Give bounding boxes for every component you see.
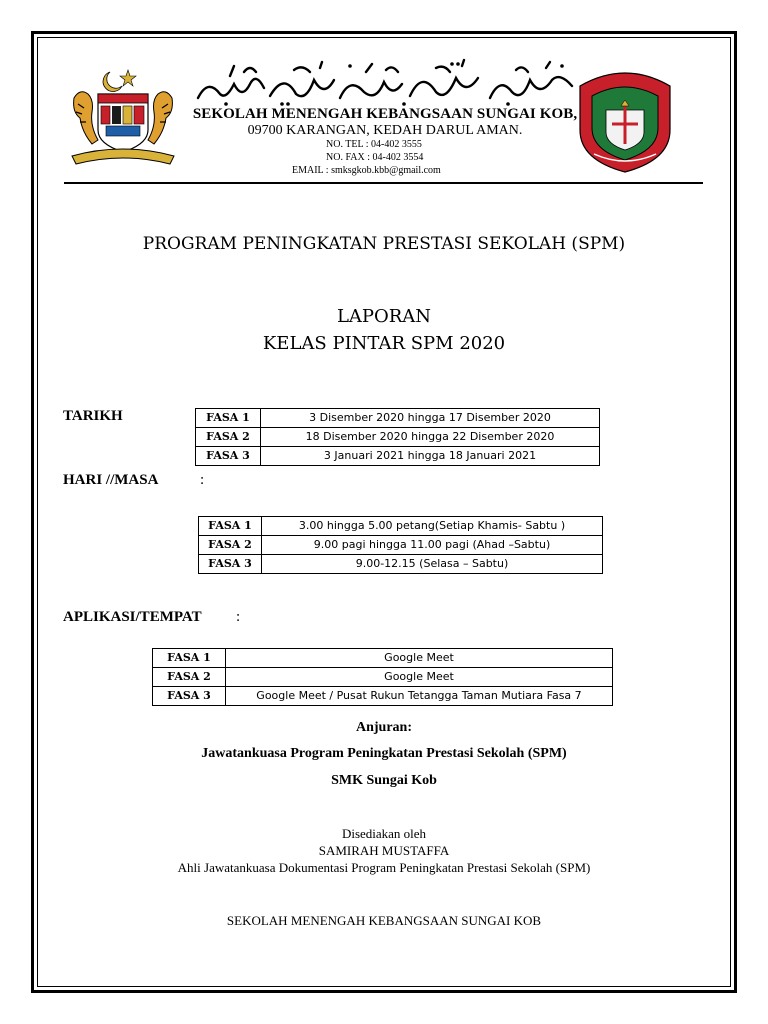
preparer-name: SAMIRAH MUSTAFFA bbox=[318, 843, 450, 858]
masa-value-cell: 9.00 pagi hingga 11.00 pagi (Ahad –Sabtu) bbox=[262, 536, 603, 555]
fasa-cell: FASA 3 bbox=[196, 447, 261, 466]
organizer-committee: Jawatankuasa Program Peningkatan Prestasi Sekolah (SPM) bbox=[201, 746, 567, 761]
tempat-value-cell: Google Meet bbox=[226, 649, 613, 668]
fasa-cell: FASA 2 bbox=[153, 668, 226, 687]
school-name: SEKOLAH MENENGAH KEBANGSAAN SUNGAI KOB, bbox=[192, 106, 578, 122]
header-divider bbox=[64, 182, 703, 184]
table-row bbox=[199, 517, 603, 536]
table-row bbox=[199, 555, 603, 574]
fasa-cell: FASA 1 bbox=[196, 409, 261, 428]
fasa-cell: FASA 3 bbox=[199, 555, 262, 574]
table-row bbox=[196, 428, 600, 447]
email-address: EMAIL : smksgkob.kbb@gmail.com bbox=[292, 165, 441, 176]
aplikasi-tempat-label: APLIKASI/TEMPAT bbox=[63, 609, 202, 625]
fasa-cell: FASA 3 bbox=[153, 687, 226, 706]
masa-table bbox=[198, 516, 603, 574]
school-address: 09700 KARANGAN, KEDAH DARUL AMAN. bbox=[247, 123, 523, 138]
masa-value-cell: 3.00 hingga 5.00 petang(Setiap Khamis- Sabtu ) bbox=[262, 517, 603, 536]
tarikh-value-cell: 3 Januari 2021 hingga 18 Januari 2021 bbox=[261, 447, 600, 466]
tarikh-label: TARIKH bbox=[63, 408, 123, 424]
preparer-role: Ahli Jawatankuasa Dokumentasi Program Peningkatan Prestasi Sekolah (SPM) bbox=[177, 860, 591, 875]
tempat-value-cell: Google Meet bbox=[226, 668, 613, 687]
fasa-cell: FASA 2 bbox=[196, 428, 261, 447]
fasa-cell: FASA 2 bbox=[199, 536, 262, 555]
malaysia-coat-of-arms-icon bbox=[68, 64, 178, 174]
table-row bbox=[196, 447, 600, 466]
table-row bbox=[153, 668, 613, 687]
report-subtitle: KELAS PINTAR SPM 2020 bbox=[262, 333, 506, 354]
table-row bbox=[196, 409, 600, 428]
organizer-heading: Anjuran: bbox=[355, 720, 412, 735]
tempat-value-cell: Google Meet / Pusat Rukun Tetangga Taman Mutiara Fasa 7 bbox=[226, 687, 613, 706]
table-row bbox=[199, 536, 603, 555]
hari-masa-colon: : bbox=[200, 472, 205, 488]
hari-masa-label: HARI //MASA bbox=[63, 472, 159, 488]
fasa-cell: FASA 1 bbox=[199, 517, 262, 536]
program-title: PROGRAM PENINGKATAN PRESTASI SEKOLAH (SPM) bbox=[142, 234, 626, 254]
jawi-calligraphy-icon bbox=[190, 58, 580, 108]
organizer-school: SMK Sungai Kob bbox=[331, 773, 437, 788]
telephone-number: NO. TEL : 04-402 3555 bbox=[326, 139, 422, 150]
aplikasi-tempat-colon: : bbox=[236, 609, 241, 625]
table-row bbox=[153, 687, 613, 706]
masa-value-cell: 9.00-12.15 (Selasa – Sabtu) bbox=[262, 555, 603, 574]
tarikh-table bbox=[195, 408, 600, 466]
school-badge-icon bbox=[572, 66, 678, 176]
fasa-cell: FASA 1 bbox=[153, 649, 226, 668]
tarikh-value-cell: 18 Disember 2020 hingga 22 Disember 2020 bbox=[261, 428, 600, 447]
table-row bbox=[153, 649, 613, 668]
prepared-by-label: Disediakan oleh bbox=[341, 826, 427, 841]
tarikh-value-cell: 3 Disember 2020 hingga 17 Disember 2020 bbox=[261, 409, 600, 428]
report-title: LAPORAN bbox=[336, 306, 432, 327]
fax-number: NO. FAX : 04-402 3554 bbox=[326, 152, 424, 163]
footer-school-name: SEKOLAH MENENGAH KEBANGSAAN SUNGAI KOB bbox=[226, 913, 542, 928]
tempat-table bbox=[152, 648, 613, 706]
